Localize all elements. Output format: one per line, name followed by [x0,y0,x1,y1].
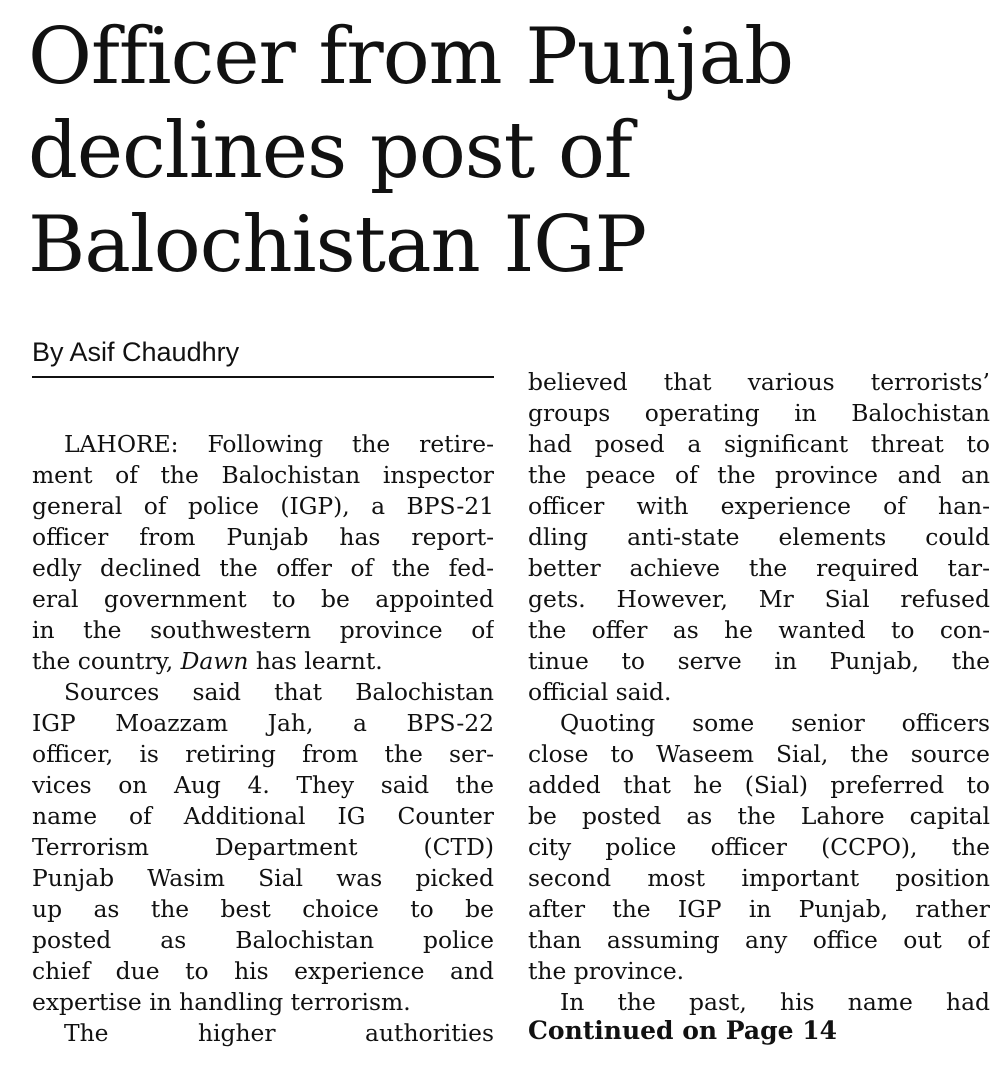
text-line [32,801,494,832]
text-segment: be posted as the Lahore capital [528,802,990,830]
headline [28,10,988,292]
text-segment: edly declined the offer of the fed- [32,554,494,582]
text-line [32,522,494,553]
text-line [528,925,990,956]
text-line [528,398,990,429]
text-segment: the peace of the province and an [528,461,990,489]
text-line [528,491,990,522]
text-segment: dling anti-state elements could [528,523,990,551]
text-segment: Terrorism Department (CTD) [32,833,494,861]
text-line [32,925,494,956]
text-line [32,584,494,615]
text-segment: gets. However, Mr Sial refused [528,585,990,613]
text-segment: Punjab Wasim Sial was picked [32,864,494,892]
publication-name: Dawn [180,647,249,675]
text-segment: chief due to his experience and [32,957,494,985]
text-segment: groups operating in Balochistan [528,399,990,427]
text-segment: city police officer (CCPO), the [528,833,990,861]
byline-divider [32,376,494,378]
text-line [32,429,494,460]
text-segment: general of police (IGP), a BPS-21 [32,492,494,520]
text-segment: vices on Aug 4. They said the [32,771,494,799]
text-segment: tinue to serve in Punjab, the [528,647,990,675]
text-line [32,987,494,1018]
text-segment: official said. [528,678,672,706]
text-segment: has learnt. [248,647,383,675]
text-segment: officer from Punjab has report- [32,523,494,551]
text-line [528,832,990,863]
text-line [32,956,494,987]
text-line [528,739,990,770]
text-line [528,956,990,987]
text-segment: second most important position [528,864,990,892]
text-segment: close to Waseem Sial, the source [528,740,990,768]
headline-line: declines post of [28,106,632,196]
text-segment: better achieve the required tar- [528,554,990,582]
text-line [32,553,494,584]
text-segment: Quoting some senior officers [560,709,990,737]
text-segment: IGP Moazzam Jah, a BPS-22 [32,709,494,737]
headline-line: Balochistan IGP [28,200,647,290]
text-segment: after the IGP in Punjab, rather [528,895,990,923]
text-line [528,894,990,925]
text-segment: believed that various terrorists’ [528,368,990,396]
text-line [32,863,494,894]
text-segment: officer with experience of han- [528,492,990,520]
text-line [528,522,990,553]
text-line [528,584,990,615]
text-line [32,491,494,522]
text-line [32,1018,494,1049]
text-line [528,646,990,677]
text-line [528,708,990,739]
text-line [32,770,494,801]
text-line [528,770,990,801]
text-segment: name of Additional IG Counter [32,802,494,830]
text-line [528,863,990,894]
text-segment: eral government to be appointed [32,585,494,613]
text-segment: The higher authorities [64,1019,494,1047]
text-line [32,739,494,770]
text-line [528,429,990,460]
text-segment: had posed a significant threat to [528,430,990,458]
text-segment: posted as Balochistan police [32,926,494,954]
article-column-left [32,429,494,1049]
text-segment: In the past, his name had [560,988,990,1016]
byline: By Asif Chaudhry [32,337,240,367]
continued-notice[interactable]: Continued on Page 14 [528,1016,837,1045]
text-line [528,801,990,832]
text-line [32,894,494,925]
text-segment: LAHORE: Following the retire- [64,430,494,458]
text-line [528,460,990,491]
text-line [32,615,494,646]
text-line [528,615,990,646]
text-segment: expertise in handling terrorism. [32,988,411,1016]
text-segment: up as the best choice to be [32,895,494,923]
text-segment: the province. [528,957,685,985]
headline-line: Officer from Punjab [28,12,793,102]
text-segment: Sources said that Balochistan [64,678,494,706]
text-line [528,367,990,398]
text-line [32,708,494,739]
text-segment: officer, is retiring from the ser- [32,740,494,768]
text-segment: in the southwestern province of [32,616,494,644]
text-segment: the country, [32,647,181,675]
text-segment: than assuming any office out of [528,926,990,954]
text-line [528,677,990,708]
article-column-right [528,367,990,1018]
text-line [32,460,494,491]
text-line [528,553,990,584]
text-line [32,677,494,708]
text-line [32,646,494,677]
text-segment: the offer as he wanted to con- [528,616,990,644]
text-segment: ment of the Balochistan inspector [32,461,494,489]
text-segment: added that he (Sial) preferred to [528,771,990,799]
text-line [32,832,494,863]
